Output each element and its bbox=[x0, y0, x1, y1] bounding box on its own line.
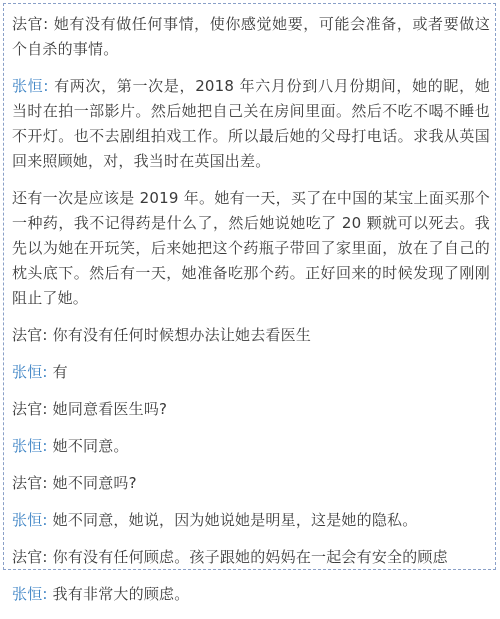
entry-text: 还有一次是应该是 2019 年。她有一天，买了在中国的某宝上面买那个一种药，我不记得药是什么了，然后她说她吃了 20 颗就可以死去。我先以为她在开玩笑，后来她把这个药瓶子带回了家里面，放在了自己的枕头底下。然后有一天，她准备吃那个药。正好回来的时候发现了刚刚阻止了她。 bbox=[12, 189, 490, 307]
speaker-label-witness: 张恒: bbox=[12, 585, 48, 603]
entry-text: 有两次，第一次是，2018 年六月份到八月份期间，她的眤，她当时在拍一部影片。然后她把自己关在房间里面。然后不吃不喝不睡也不开灯。也不去剧组拍戏工作。所以最后她的父母打电话。求我从英国回来照顾她，对，我当时在英国出差。 bbox=[12, 77, 491, 170]
entry-text: 她同意看医生吗? bbox=[52, 400, 168, 418]
entry-text: 她有没有做任何事情，使你感觉她要，可能会准备，或者要做这个自杀的事情。 bbox=[12, 15, 491, 58]
transcript-entry bbox=[12, 186, 490, 311]
speaker-label-judge: 法官: bbox=[12, 326, 48, 344]
entry-text: 她不同意，她说，因为她说她是明星，这是她的隐私。 bbox=[52, 511, 418, 529]
entry-text: 你有没有任何时候想办法让她去看医生 bbox=[52, 326, 312, 344]
transcript-entry bbox=[12, 434, 490, 459]
transcript-entry bbox=[12, 360, 490, 385]
transcript-entry bbox=[12, 323, 490, 348]
speaker-label-judge: 法官: bbox=[12, 15, 49, 33]
speaker-label-witness: 张恒: bbox=[12, 363, 48, 381]
transcript-entry bbox=[12, 508, 490, 533]
entry-text: 你有没有任何顾虑。孩子跟她的妈妈在一起会有安全的顾虑 bbox=[52, 548, 448, 566]
speaker-label-judge: 法官: bbox=[12, 474, 48, 492]
transcript-entry bbox=[12, 12, 490, 62]
speaker-label-witness: 张恒: bbox=[12, 511, 48, 529]
entry-text: 她不同意。 bbox=[52, 437, 129, 455]
entry-text: 我有非常大的顾虑。 bbox=[52, 585, 190, 603]
transcript-entry bbox=[12, 582, 490, 607]
speaker-label-judge: 法官: bbox=[12, 400, 48, 418]
speaker-label-witness: 张恒: bbox=[12, 437, 48, 455]
transcript-entry bbox=[12, 471, 490, 496]
entry-text: 她不同意吗? bbox=[52, 474, 137, 492]
speaker-label-judge: 法官: bbox=[12, 548, 48, 566]
court-transcript bbox=[12, 12, 490, 619]
transcript-entry bbox=[12, 545, 490, 570]
transcript-entry bbox=[12, 74, 490, 174]
transcript-entry bbox=[12, 397, 490, 422]
entry-text: 有 bbox=[52, 363, 68, 381]
speaker-label-witness: 张恒: bbox=[12, 77, 49, 95]
